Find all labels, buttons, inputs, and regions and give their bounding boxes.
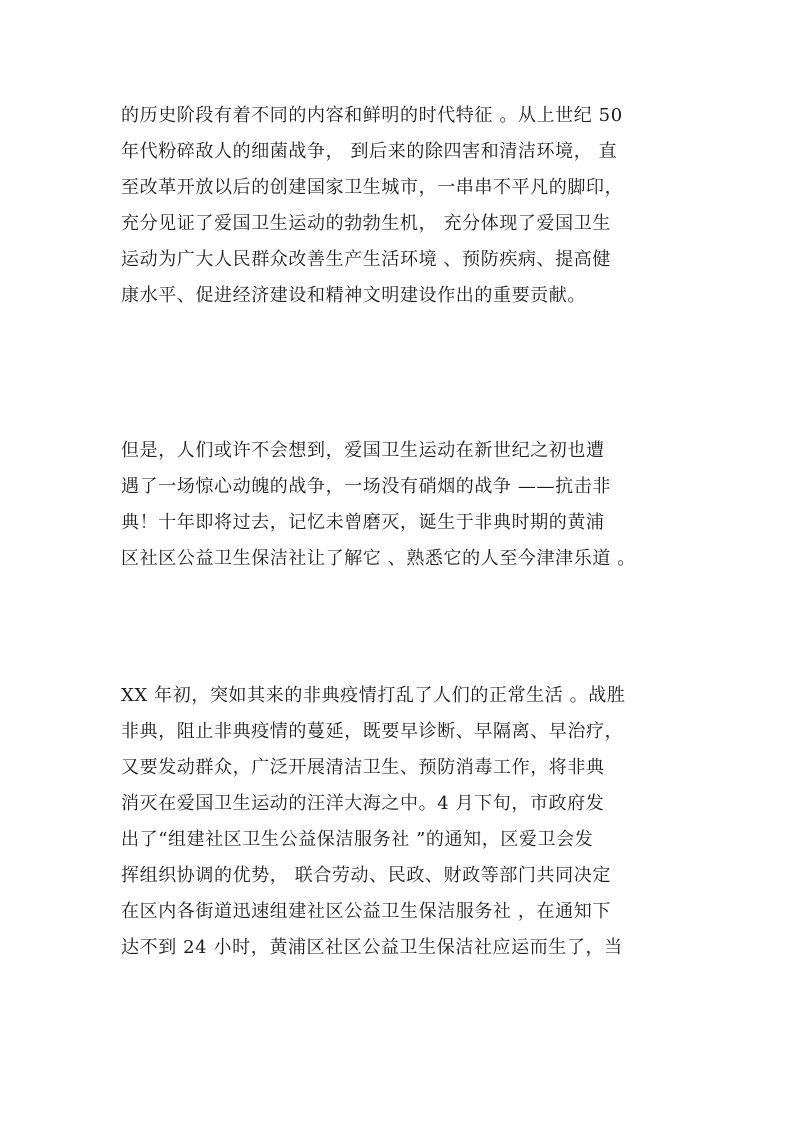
- text-line: 康水平、促进经济建设和精神文明建设作出的重要贡献。: [121, 285, 586, 306]
- text-line: 充分见证了爱国卫生运动的勃勃生机， 充分体现了爱国卫生: [121, 213, 611, 234]
- paragraph-history: [121, 98, 681, 314]
- text-line: 的历史阶段有着不同的内容和鲜明的时代特征 。从上世纪 50: [121, 105, 623, 126]
- text-line: 年代粉碎敌人的细菌战争， 到后来的除四害和清洁环境， 直: [121, 141, 618, 162]
- text-line: 消灭在爱国卫生运动的汪洋大海之中。4 月下旬，市政府发: [121, 793, 605, 814]
- text-line: XX 年初，突如其来的非典疫情打乱了人们的正常生活 。战胜: [121, 685, 626, 706]
- text-line: 遇了一场惊心动魄的战争，一场没有硝烟的战争 ——抗击非: [121, 476, 611, 497]
- text-line: 出了“组建社区卫生公益保洁服务社 ”的通知，区爱卫会发: [121, 829, 594, 850]
- text-line: 至改革开放以后的创建国家卫生城市，一串串不平凡的脚印，: [121, 177, 624, 198]
- text-line: 典！十年即将过去，记忆未曾磨灭，诞生于非典时期的黄浦: [121, 512, 605, 533]
- text-line: 在区内各街道迅速组建社区公益卫生保洁服务社 ，在通知下: [121, 901, 611, 922]
- text-line: 区社区公益卫生保洁社让了解它 、熟悉它的人至今津津乐道 。: [121, 548, 636, 569]
- paragraph-cleaning-service: [121, 678, 681, 966]
- text-line: 达不到 24 小时，黄浦区社区公益卫生保洁社应运而生了，当: [121, 937, 623, 958]
- text-line: 又要发动群众，广泛开展清洁卫生、预防消毒工作，将非典: [121, 757, 605, 778]
- text-line: 挥组织协调的优势， 联合劳动、民政、财政等部门共同决定: [121, 865, 611, 886]
- paragraph-sars-battle: [121, 433, 681, 577]
- text-line: 但是，人们或许不会想到，爱国卫生运动在新世纪之初也遭: [121, 440, 605, 461]
- text-line: 非典，阻止非典疫情的蔓延，既要早诊断、早隔离、早治疗，: [121, 721, 624, 742]
- text-line: 运动为广大人民群众改善生产生活环境 、预防疾病、提高健: [121, 249, 611, 270]
